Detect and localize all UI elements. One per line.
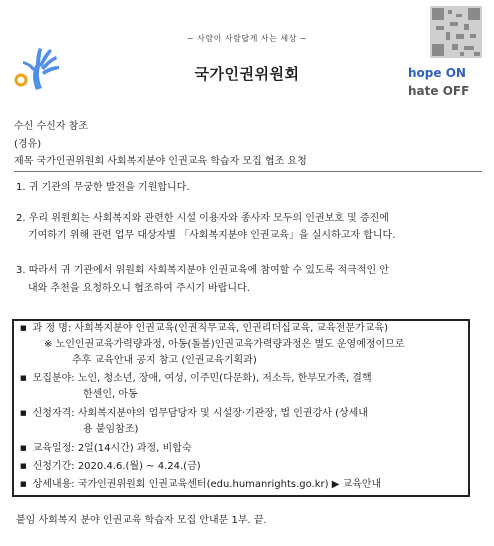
recruit-field: ■ 모집분야: 노인, 청소년, 장애, 여성, 이주민(다문화), 저소득, 한부모가족, 결핵 [20,373,372,384]
bullet-icon: ■ [20,374,27,382]
bullet-icon: ■ [20,480,27,488]
paragraph-3-line-2: 내와 추천을 요청하오니 협조하여 주시기 바랍니다. [28,283,250,294]
qualification-line-2: 용 붙임참조) [83,424,139,435]
subject-divider [14,171,482,172]
course-name: ■ 과 정 명: 사회복지분야 인권교육(인권직무교육, 인권리더십교육, 교육전문가교육) [20,323,389,334]
paragraph-1: 1. 귀 기관의 무궁한 발전을 기원합니다. [16,182,190,193]
subject-line: 제목 국가인권위원회 사회복지분야 인권교육 학습자 모집 협조 요청 [14,156,307,167]
paragraph-3-line-1: 3. 따라서 귀 기관에서 위원회 사회복지분야 인권교육에 참여할 수 있도록 적극적인 안 [16,265,389,276]
bullet-icon: ■ [20,444,27,452]
bullet-icon: ■ [20,409,27,417]
bullet-icon: ■ [20,462,27,470]
course-note-line-1: ※ 노인인권교육가력량과정, 아동(돌봄)인권교육가력량과정은 별도 운영예정이므로 [44,339,405,350]
details: ■ 상세내용: 국가인권위원회 인권교육센터(edu.humanrights.go.kr) ▶ 교육안내 [20,479,382,490]
recruit-field-line-2: 한센인, 아동 [83,389,138,400]
qr-code-icon [430,6,482,58]
recipient-line: 수신 수신자 참조 [14,121,88,132]
schedule: ■ 교육일정: 2일(14시간) 과정, 비합숙 [20,443,192,454]
paragraph-2-line-1: 2. 우리 위원회는 사회복지와 관련한 시설 이용자와 종사자 모두의 인권보호 및 증진에 [16,213,389,224]
attachment-line: 붙임 사회복지 분야 인권교육 학습자 모집 안내문 1부. 끝. [16,515,267,526]
slogan: ~ 사람이 사람답게 사는 세상 ~ [186,34,308,43]
hope-on-label: hope ON [408,66,466,80]
bullet-icon: ■ [20,324,27,332]
application-period: ■ 신청기간: 2020.4.6.(월) ~ 4.24.(금) [20,461,201,472]
qualification: ■ 신청자격: 사회복지분야의 업무담당자 및 시설장·기관장, 법 인권강사 (상세내 [20,408,368,419]
course-note-line-2: 추후 교육안내 공지 참고 (인권교육기획과) [72,355,257,366]
via-line: (경유) [14,139,42,150]
paragraph-2-line-2: 기여하기 위해 관련 업무 대상자별 「사회복지분야 인권교육」을 실시하고자 합니다. [28,230,396,241]
organization-title: 국가인권위원회 [194,65,300,83]
hate-off-label: hate OFF [408,84,470,98]
